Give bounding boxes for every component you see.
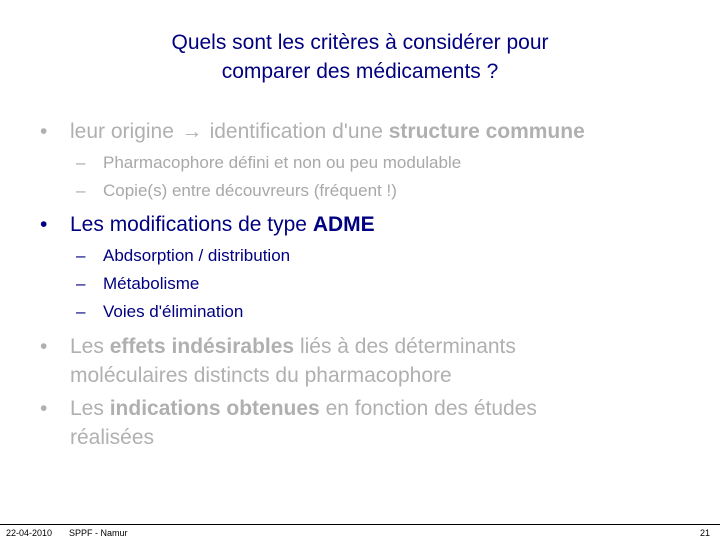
sublist-origin [76, 149, 461, 205]
dash: – [76, 302, 86, 321]
sub-item-text: Voies d'élimination [103, 302, 244, 321]
bullet-origin-mid: identification d'une [203, 120, 389, 143]
sub-item [76, 149, 461, 177]
sub-item [76, 298, 290, 326]
title-line-1: Quels sont les critères à considérer pour [171, 31, 549, 54]
bullet-adme-pre: Les modifications de type [70, 213, 313, 236]
bullet-dot: • [40, 397, 48, 420]
sub-item [76, 270, 290, 298]
dash: – [76, 274, 86, 293]
footer-date: 22-04-2010 [6, 528, 53, 538]
footer-org: SPPF - Namur [69, 528, 128, 538]
footer-page-number: 21 [699, 528, 710, 538]
sub-item [76, 177, 461, 205]
dash: – [76, 181, 86, 200]
arrow-right-icon: → [181, 120, 203, 143]
bullet-dot: • [40, 335, 48, 358]
sub-item-text: Métabolisme [103, 274, 200, 293]
bullet-side-effects-pre: Les [70, 335, 110, 358]
sub-item [76, 242, 290, 270]
bullet-dot: • [40, 213, 48, 236]
bullet-indications-pre: Les [70, 397, 110, 420]
bullet-indications-bold: indications obtenues [109, 397, 320, 420]
sub-item-text: Copie(s) entre découvreurs (fréquent !) [103, 181, 397, 200]
footer-divider [0, 524, 720, 525]
slide-title [0, 28, 720, 86]
dash: – [76, 153, 86, 172]
bullet-origin-bold: structure commune [388, 120, 585, 143]
bullet-indications-line2: réalisées [70, 426, 155, 449]
bullet-dot: • [40, 120, 48, 143]
bullet-origin-pre: leur origine [70, 120, 180, 143]
dash: – [76, 246, 86, 265]
bullet-adme-bold: ADME [312, 213, 375, 236]
bullet-origin [40, 117, 585, 146]
bullet-indications-post: en fonction des études [319, 397, 537, 420]
bullet-adme [40, 210, 375, 239]
bullet-side-effects-line2: moléculaires distincts du pharmacophore [70, 364, 452, 387]
bullet-side-effects-bold: effets indésirables [109, 335, 295, 358]
title-line-2: comparer des médicaments ? [221, 60, 499, 83]
bullet-indications [40, 394, 537, 452]
bullet-side-effects-post: liés à des déterminants [294, 335, 516, 358]
sub-item-text: Abdsorption / distribution [103, 246, 291, 265]
sublist-adme [76, 242, 290, 326]
sub-item-text: Pharmacophore défini et non ou peu modulable [103, 153, 462, 172]
bullet-side-effects [40, 332, 516, 390]
